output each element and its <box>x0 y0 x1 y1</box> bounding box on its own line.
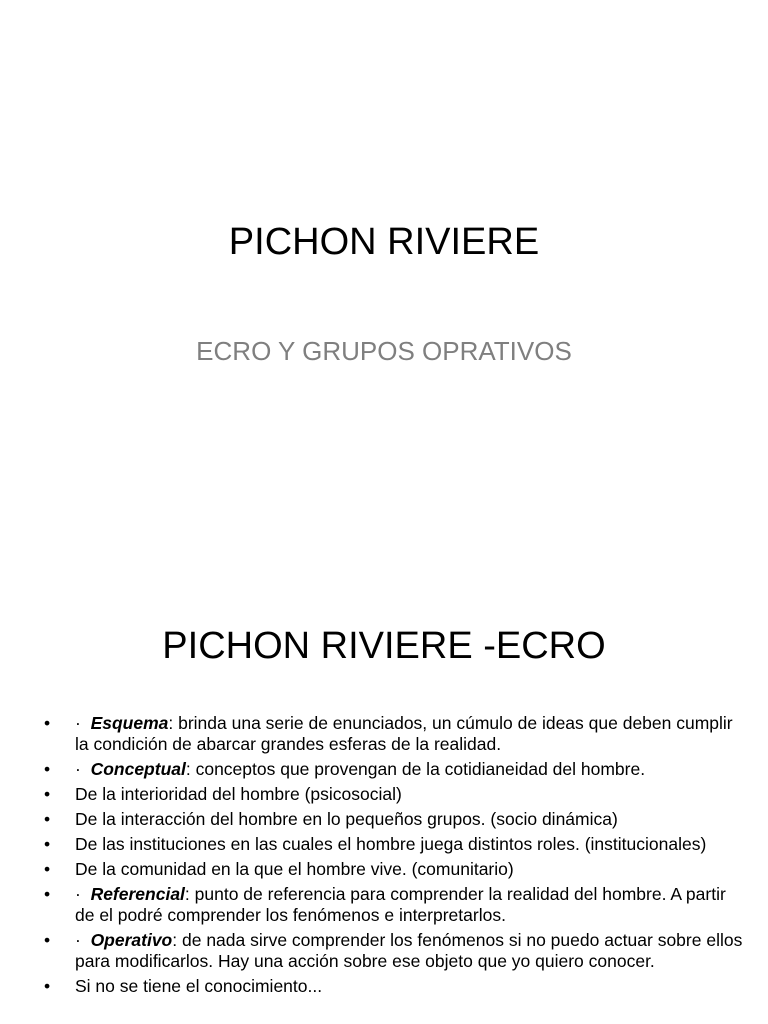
bullet-icon: • <box>44 976 51 996</box>
list-item <box>44 809 744 830</box>
bullet-icon: • <box>44 784 51 804</box>
item-prefix: · <box>75 759 91 779</box>
item-text: : de nada sirve comprender los fenómenos si no puedo actuar sobre ellos para modificarlos. Hay una acción sobre ese objeto que yo quiero conocer. <box>75 930 743 971</box>
list-item <box>44 759 744 780</box>
bullet-icon: • <box>44 859 51 879</box>
slide-title: PICHON RIVIERE -ECRO <box>162 625 606 667</box>
list-item <box>44 884 744 926</box>
slide-subtitle: ECRO Y GRUPOS OPRATIVOS <box>196 336 572 366</box>
bullet-icon: • <box>44 834 51 854</box>
bullet-icon: • <box>44 713 51 733</box>
list-item <box>44 834 744 855</box>
item-text: De las instituciones en las cuales el hombre juega distintos roles. (institucionales) <box>75 834 707 854</box>
item-text: De la comunidad en la que el hombre vive. (comunitario) <box>75 859 514 879</box>
list-item <box>44 859 744 880</box>
item-prefix: · <box>75 713 91 733</box>
slide-title: PICHON RIVIERE <box>228 221 540 263</box>
item-term: Operativo <box>90 930 173 950</box>
item-term: Esquema <box>90 713 169 733</box>
item-prefix: · <box>75 884 91 904</box>
bullet-icon: • <box>44 809 51 829</box>
list-item <box>44 784 744 805</box>
bullet-icon: • <box>44 884 51 904</box>
item-term: Referencial <box>90 884 185 904</box>
list-item <box>44 930 744 972</box>
bullet-list <box>44 713 744 1001</box>
content-slide <box>0 576 768 1024</box>
item-text: De la interioridad del hombre (psicosocial) <box>75 784 402 804</box>
bullet-icon: • <box>44 759 51 779</box>
item-term: Conceptual <box>90 759 186 779</box>
item-text: : punto de referencia para comprender la realidad del hombre. A partir de el podré comprender los fenómenos e interpretarlos. <box>75 884 726 925</box>
bullet-icon: • <box>44 930 51 950</box>
list-item <box>44 713 744 755</box>
item-text: De la interacción del hombre en lo pequeños grupos. (socio dinámica) <box>75 809 618 829</box>
item-prefix: · <box>75 930 91 950</box>
list-item <box>44 976 744 997</box>
item-text: : conceptos que provengan de la cotidianeidad del hombre. <box>185 759 646 779</box>
item-text: : brinda una serie de enunciados, un cúmulo de ideas que deben cumplir la condición de abarcar grandes esferas de la realidad. <box>75 713 733 754</box>
item-text: Si no se tiene el conocimiento... <box>75 976 323 996</box>
